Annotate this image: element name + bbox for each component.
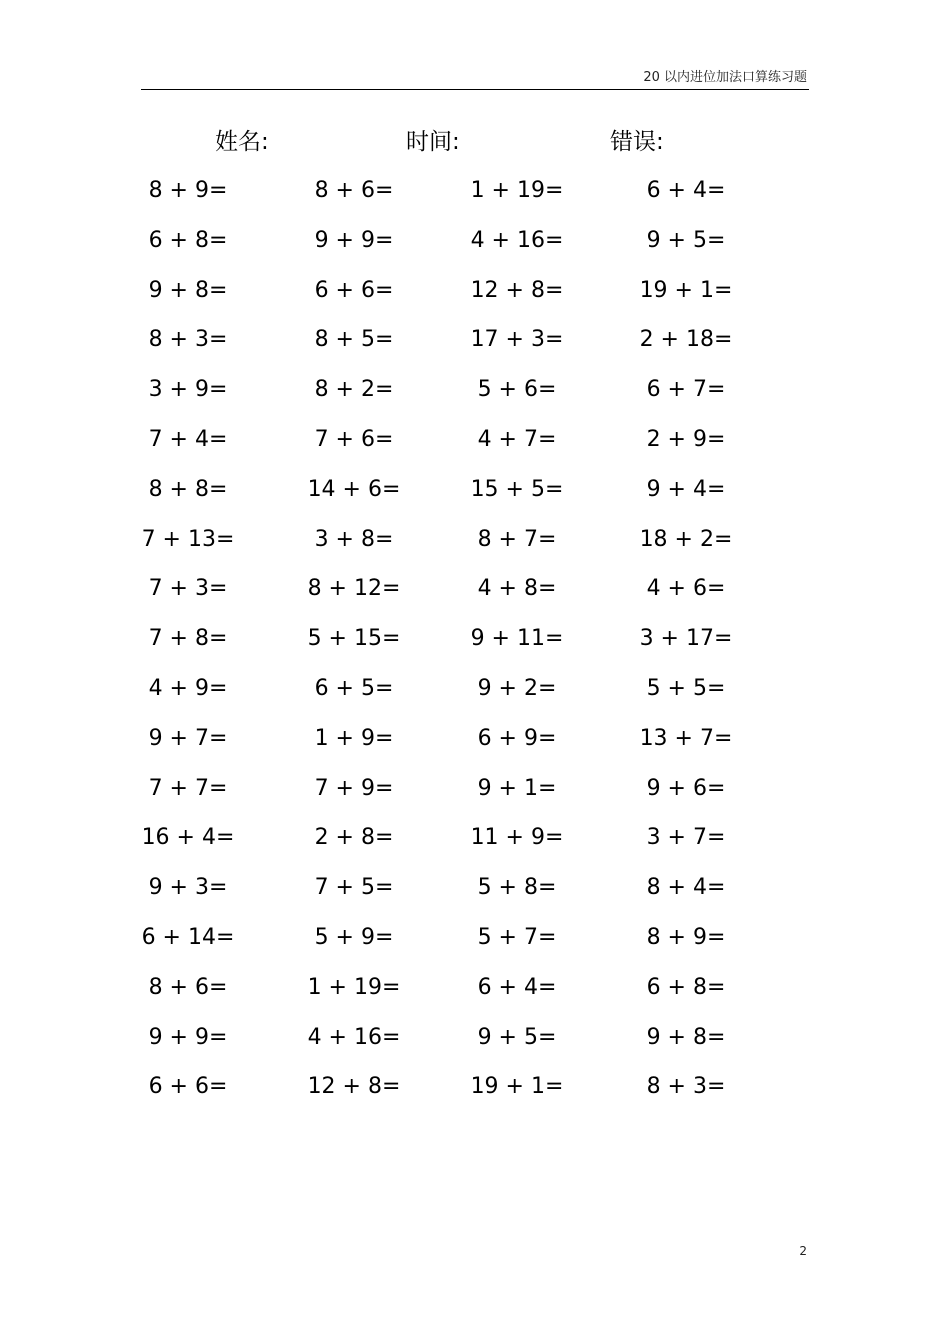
problem-item: 6 + 5= [314, 675, 394, 701]
problem-item: 5 + 9= [314, 924, 394, 950]
problem-item: 8 + 5= [314, 327, 394, 353]
problem-row [0, 320, 950, 370]
problem-item: 8 + 12= [307, 576, 401, 602]
problem-item: 14 + 6= [307, 476, 401, 502]
problem-row [0, 769, 950, 819]
problem-row [0, 470, 950, 520]
problem-item: 12 + 8= [470, 277, 564, 303]
problem-item: 4 + 8= [477, 576, 557, 602]
problem-item: 9 + 6= [646, 775, 726, 801]
problem-grid [0, 171, 950, 1117]
problem-item: 8 + 9= [148, 178, 228, 203]
problem-item: 4 + 7= [477, 426, 557, 452]
problem-item: 8 + 3= [148, 327, 228, 353]
problem-item: 4 + 16= [307, 1024, 401, 1050]
problem-item: 8 + 6= [314, 178, 394, 203]
problem-item: 4 + 16= [470, 227, 564, 253]
problem-item: 9 + 3= [148, 875, 228, 901]
problem-item: 2 + 18= [639, 327, 733, 353]
problem-row [0, 370, 950, 420]
problem-item: 3 + 8= [314, 526, 394, 552]
problem-item: 1 + 9= [314, 725, 394, 751]
problem-row [0, 868, 950, 918]
problem-row [0, 171, 950, 221]
problem-item: 18 + 2= [639, 526, 733, 552]
problem-item: 7 + 13= [141, 526, 235, 552]
problem-item: 7 + 7= [148, 775, 228, 801]
problem-item: 8 + 6= [148, 974, 228, 1000]
problem-item: 19 + 1= [470, 1074, 564, 1100]
problem-item: 2 + 9= [646, 426, 726, 452]
page-number: 2 [799, 1244, 807, 1258]
problem-item: 9 + 5= [477, 1024, 557, 1050]
problem-item: 6 + 4= [646, 178, 726, 203]
problem-item: 9 + 8= [646, 1024, 726, 1050]
problem-item: 3 + 17= [639, 626, 733, 652]
header-divider [141, 89, 809, 90]
problem-item: 5 + 8= [477, 875, 557, 901]
problem-item: 4 + 6= [646, 576, 726, 602]
problem-item: 8 + 9= [646, 924, 726, 950]
problem-item: 6 + 6= [148, 1074, 228, 1100]
problem-item: 6 + 9= [477, 725, 557, 751]
problem-row [0, 1018, 950, 1068]
problem-item: 8 + 7= [477, 526, 557, 552]
problem-item: 11 + 9= [470, 825, 564, 851]
problem-item: 9 + 8= [148, 277, 228, 303]
name-label: 姓名: [215, 129, 269, 155]
problem-item: 9 + 9= [148, 1024, 228, 1050]
problem-row [0, 569, 950, 619]
problem-item: 9 + 9= [314, 227, 394, 253]
problem-item: 5 + 6= [477, 377, 557, 403]
problem-item: 1 + 19= [470, 178, 564, 203]
problem-item: 6 + 8= [646, 974, 726, 1000]
problem-item: 9 + 1= [477, 775, 557, 801]
problem-row [0, 669, 950, 719]
problem-row [0, 221, 950, 271]
student-info-row [0, 126, 950, 160]
problem-item: 6 + 14= [141, 924, 235, 950]
problem-item: 9 + 11= [470, 626, 564, 652]
problem-row [0, 420, 950, 470]
problem-row [0, 1067, 950, 1117]
problem-item: 6 + 4= [477, 974, 557, 1000]
problem-item: 3 + 9= [148, 377, 228, 403]
problem-item: 3 + 7= [646, 825, 726, 851]
problem-item: 15 + 5= [470, 476, 564, 502]
problem-item: 5 + 15= [307, 626, 401, 652]
problem-item: 8 + 2= [314, 377, 394, 403]
problem-item: 7 + 3= [148, 576, 228, 602]
problem-row [0, 719, 950, 769]
errors-label: 错误: [610, 129, 664, 155]
problem-item: 4 + 9= [148, 675, 228, 701]
problem-row [0, 918, 950, 968]
problem-item: 7 + 5= [314, 875, 394, 901]
problem-item: 12 + 8= [307, 1074, 401, 1100]
problem-item: 7 + 8= [148, 626, 228, 652]
problem-item: 5 + 5= [646, 675, 726, 701]
problem-item: 19 + 1= [639, 277, 733, 303]
problem-item: 7 + 4= [148, 426, 228, 452]
problem-item: 9 + 2= [477, 675, 557, 701]
problem-row [0, 968, 950, 1018]
header-title: 20 以内进位加法口算练习题 [643, 70, 807, 85]
problem-row [0, 520, 950, 570]
problem-item: 7 + 9= [314, 775, 394, 801]
problem-item: 6 + 8= [148, 227, 228, 253]
problem-item: 17 + 3= [470, 327, 564, 353]
problem-item: 6 + 6= [314, 277, 394, 303]
problem-row [0, 619, 950, 669]
time-label: 时间: [406, 129, 460, 155]
problem-item: 6 + 7= [646, 377, 726, 403]
problem-item: 9 + 4= [646, 476, 726, 502]
problem-item: 1 + 19= [307, 974, 401, 1000]
problem-item: 8 + 8= [148, 476, 228, 502]
problem-item: 8 + 4= [646, 875, 726, 901]
problem-item: 8 + 3= [646, 1074, 726, 1100]
problem-item: 16 + 4= [141, 825, 235, 851]
problem-row [0, 271, 950, 321]
problem-row [0, 818, 950, 868]
problem-item: 13 + 7= [639, 725, 733, 751]
problem-item: 9 + 5= [646, 227, 726, 253]
problem-item: 9 + 7= [148, 725, 228, 751]
problem-item: 2 + 8= [314, 825, 394, 851]
problem-item: 5 + 7= [477, 924, 557, 950]
problem-item: 7 + 6= [314, 426, 394, 452]
